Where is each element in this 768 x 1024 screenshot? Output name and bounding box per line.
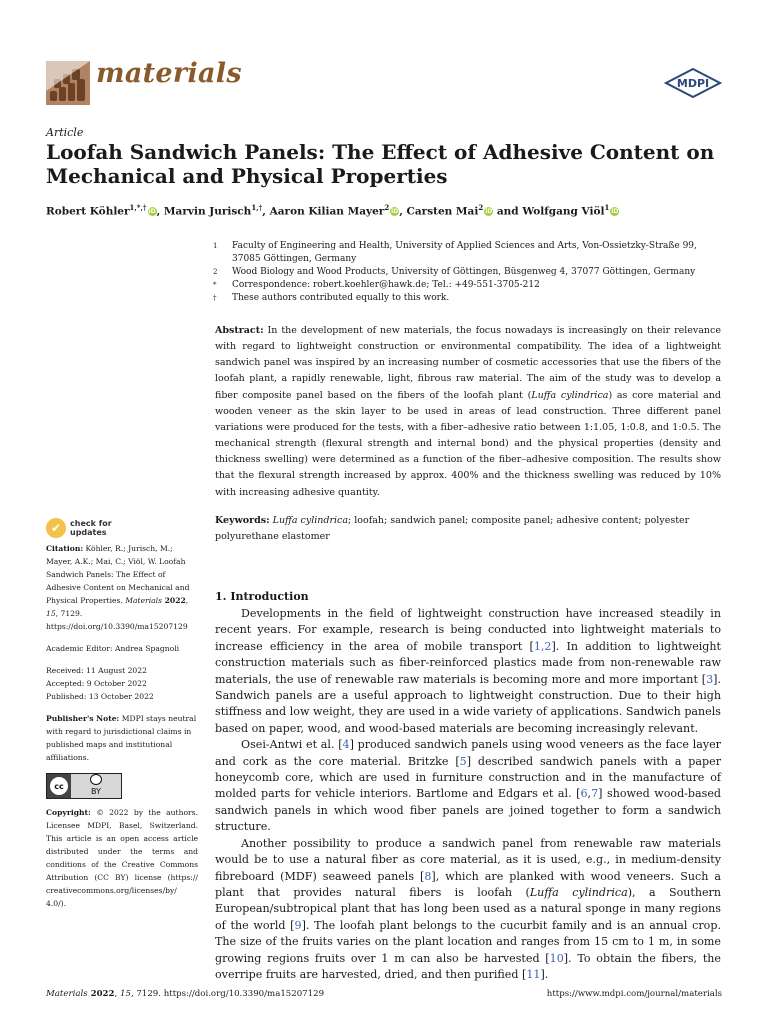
author-affiliation-mark: 1,*,† xyxy=(129,203,147,212)
citation-link[interactable]: 7 xyxy=(591,787,599,801)
check-updates-line: updates xyxy=(70,528,107,537)
text: Another possibility to produce a sandwich panel from renewable raw materials would be to use a natural fiber as core material, as it is used, e.g., in medium-density fibreboard (MDF) seaweed panels [ xyxy=(215,836,721,883)
author-affiliation-mark: 1,† xyxy=(251,203,263,212)
keywords-text: ; loofah; sandwich panel; composite panel; adhesive content; polyester polyurethane elastomer xyxy=(215,515,690,542)
author-affiliation-mark: 2 xyxy=(384,203,390,212)
orcid-icon[interactable]: iD xyxy=(611,208,619,215)
text: ] showed wood-based sandwich panels in which wood fiber panels are joined together to form a sandwich structure. xyxy=(215,787,721,834)
citation-doi[interactable]: , 7129. https://doi.org/10.3390/ma15207129 xyxy=(46,609,188,631)
affiliation-item xyxy=(213,240,723,253)
citation xyxy=(46,542,198,633)
abstract xyxy=(215,323,721,501)
keyword-species: Luffa cylindrica xyxy=(272,515,349,526)
text: ] produced sandwich panels using wood veneers as the face layer and cork as the core material. Britzke [ xyxy=(215,738,721,768)
abstract-text: ) as core material and wooden veneer as the skin layer to be used in areas of lead construction. Three different panel variations were produced for the tests, with a fiber–adhesive ratio between 1:1.05, 1:0.8, and 1:0.5. The mechanical strength (flexural strength and internal bond) and the physical properties (density and thickness swelling) were determined as a function of the fiber–adhesive composition. The results show that the flexural strength increased by approx. 400% and the thickness swelling was reduced by 10% with increasing adhesive quantity. xyxy=(215,389,722,498)
affiliation-list xyxy=(213,240,723,305)
journal-logo xyxy=(46,61,90,105)
orcid-icon[interactable]: iD xyxy=(485,208,493,215)
keywords-label: Keywords: xyxy=(215,515,270,526)
publishers-note xyxy=(46,712,198,764)
author-separator: , xyxy=(262,205,270,218)
species-name: Luffa cylindrica xyxy=(531,389,609,401)
text: ]. To obtain the fibers, the overripe fruits are harvested, dried, and then purified [ xyxy=(215,951,721,981)
author-separator: , xyxy=(156,205,164,218)
author-affiliation-mark: 2 xyxy=(478,203,484,212)
check-for-updates-badge[interactable] xyxy=(46,518,198,538)
section-heading: 1. Introduction xyxy=(215,590,309,603)
text: ]. xyxy=(540,967,549,981)
citation-link[interactable]: 3 xyxy=(706,672,714,686)
keywords xyxy=(215,513,721,545)
author-separator: , xyxy=(399,205,407,218)
citation-label: Citation: xyxy=(46,544,84,553)
text: ], which are planked with wood veneers. Such a plant that provides natural fibers is loofah ( xyxy=(215,869,722,899)
affiliation-mark: 1 xyxy=(213,242,218,250)
text: Developments in the field of lightweight construction have increased steadily in recent years. For example, research is being conducted into lightweight materials to increase efficiency in the area of mobile transport [ xyxy=(215,607,721,653)
title-line: Loofah Sandwich Panels: The Effect of Adhesive Content on xyxy=(46,140,715,164)
published-date: Published: 13 October 2022 xyxy=(46,692,154,701)
footer-journal-url[interactable]: https://www.mdpi.com/journal/materials xyxy=(546,989,722,999)
check-updates-icon: ✔ xyxy=(46,518,66,538)
article-title xyxy=(46,140,736,188)
citation-text: Köhler, R.; Jurisch, M.; Mayer, A.K.; Mai, C.; Viöl, W. Loofah Sandwich Panels: The Effect of Adhesive Content on Mechanical and Physical Properties. xyxy=(46,544,190,605)
affiliation-mark: † xyxy=(213,294,217,302)
affiliation-mark: * xyxy=(213,281,217,289)
footer-year: 2022 xyxy=(87,989,115,999)
citation-link[interactable]: 5 xyxy=(459,754,467,768)
author-list xyxy=(46,203,619,218)
affiliation-mark: 2 xyxy=(213,268,218,276)
affiliation-item xyxy=(213,266,723,279)
author-name[interactable]: Carsten Mai xyxy=(406,205,479,218)
journal-name: materials xyxy=(96,58,242,89)
affiliation-text: 37085 Göttingen, Germany xyxy=(232,254,357,264)
paragraph xyxy=(215,606,721,737)
orcid-icon[interactable]: iD xyxy=(391,208,399,215)
correspondence-text[interactable]: Correspondence: robert.koehler@hawk.de; Tel.: +49-551-3705-212 xyxy=(232,280,540,290)
footer-doi[interactable]: , 7129. https://doi.org/10.3390/ma15207129 xyxy=(130,989,325,999)
affiliation-text: Wood Biology and Wood Products, University of Göttingen, Büsgenweg 4, 37077 Göttingen, Germany xyxy=(232,267,696,277)
affiliation-text: Faculty of Engineering and Health, University of Applied Sciences and Arts, Von-Ossietzky-Straße 99, xyxy=(232,241,697,251)
cc-by-label: BY xyxy=(91,787,101,796)
citation-volume: 15 xyxy=(46,609,56,618)
title-line: Mechanical and Physical Properties xyxy=(46,164,448,188)
abstract-label: Abstract: xyxy=(215,325,264,336)
text: Osei-Antwi et al. [ xyxy=(241,738,343,752)
copyright-text: © 2022 by the authors. Licensee MDPI, Basel, Switzerland. This article is an open access article distributed under the terms and conditions of the Creative Commons Attribution (CC BY) license (https:// creativecommons.org/licenses/by/ 4.0/). xyxy=(46,808,198,908)
equal-contribution-text: These authors contributed equally to this work. xyxy=(232,293,450,303)
accepted-date: Accepted: 9 October 2022 xyxy=(46,679,147,688)
citation-link[interactable]: 10 xyxy=(549,951,564,965)
article-type: Article xyxy=(46,126,84,139)
citation-year: 2022 xyxy=(162,596,186,605)
author-name[interactable]: Robert Köhler xyxy=(46,205,130,218)
footer-volume: 15 xyxy=(120,989,131,999)
text: ), a Southern European/subtropical plant that has long been used as a natural sponge in many regions of the world [ xyxy=(215,885,722,932)
correspondence-item xyxy=(213,279,723,292)
text: ]. Sandwich panels are a useful approach to lightweight construction. Due to their high stiffness and low weight, they are used in a wide variety of applications. Sandwich panels based on paper, wood, and wood-based materials are becoming increasingly relevant. xyxy=(215,672,721,735)
equal-contribution-note xyxy=(213,292,723,305)
publishers-note-text: MDPI stays neutral with regard to jurisdictional claims in published maps and institutional affiliations. xyxy=(46,714,197,762)
affiliation-item xyxy=(213,253,723,266)
citation-link[interactable]: 1,2 xyxy=(533,639,552,653)
author-affiliation-mark: 1 xyxy=(604,203,610,212)
author-name[interactable]: Wolfgang Viöl xyxy=(522,205,605,218)
article-sidebar xyxy=(46,518,198,910)
check-updates-line: check for xyxy=(70,519,112,528)
text: ]. The loofah plant belongs to the cucurbit family and is an annual crop. The size of the fruits varies on the plant location and ranges from 15 cm to 1 m, in some growing regions fruits over 1 m can also be harvested [ xyxy=(215,918,721,965)
paragraph xyxy=(215,836,721,984)
mdpi-logo xyxy=(664,68,722,102)
citation-link[interactable]: 4 xyxy=(342,738,350,752)
citation-link[interactable]: 11 xyxy=(526,967,541,981)
cc-by-panel xyxy=(71,774,121,798)
abstract-text: In the development of new materials, the focus nowadays is increasingly on their relevance with regard to lightweight construction or environmental compatibility. The idea of a lightweight sandwich panel was inspired by an increasing number of cosmetic accessories that use the fibers of the loofah plant, a rapidly renewable, light, fibrous raw material. The aim of the study was to develop a fiber composite panel based on the fibers of the loofah plant ( xyxy=(215,325,721,401)
copyright-label: Copyright: xyxy=(46,808,91,817)
paragraph xyxy=(215,737,721,835)
text: ]. In addition to lightweight construction materials such as fiber-reinforced plastics made from non-renewable raw materials, the use of renewable raw materials is becoming more and more important [ xyxy=(215,639,722,686)
cc-by-license-badge[interactable] xyxy=(46,773,122,799)
citation-link[interactable]: 6 xyxy=(580,787,588,801)
footer-text: , xyxy=(114,989,120,999)
citation-text: , xyxy=(185,596,189,605)
publishers-note-label: Publisher's Note: xyxy=(46,714,120,723)
academic-editor: Academic Editor: Andrea Spagnoli xyxy=(46,644,180,653)
citation-journal: Materials xyxy=(125,596,162,605)
mdpi-logo-text: MDPI xyxy=(676,77,710,90)
citation-link[interactable]: 8 xyxy=(424,869,432,883)
species-name: Luffa cylindrica xyxy=(529,885,628,899)
attribution-icon xyxy=(90,774,102,785)
text: ] described sandwich panels with a paper honeycomb core, which are used in furniture construction and in the manufacture of molded parts for vehicle interiors. Bartlome and Edgars et al. [ xyxy=(215,754,721,801)
orcid-icon[interactable]: iD xyxy=(148,208,156,215)
author-name[interactable]: Marvin Jurisch xyxy=(163,205,252,218)
footer-citation xyxy=(46,989,324,999)
check-updates-label xyxy=(70,519,112,537)
received-date: Received: 11 August 2022 xyxy=(46,666,147,675)
introduction-body xyxy=(215,606,721,983)
cc-icon: cc xyxy=(50,777,68,795)
copyright-notice xyxy=(46,806,198,910)
citation-link[interactable]: 9 xyxy=(294,918,302,932)
author-separator: and xyxy=(493,205,523,218)
footer-journal: Materials xyxy=(46,989,88,999)
text: , xyxy=(587,787,592,801)
author-name[interactable]: Aaron Kilian Mayer xyxy=(269,205,385,218)
